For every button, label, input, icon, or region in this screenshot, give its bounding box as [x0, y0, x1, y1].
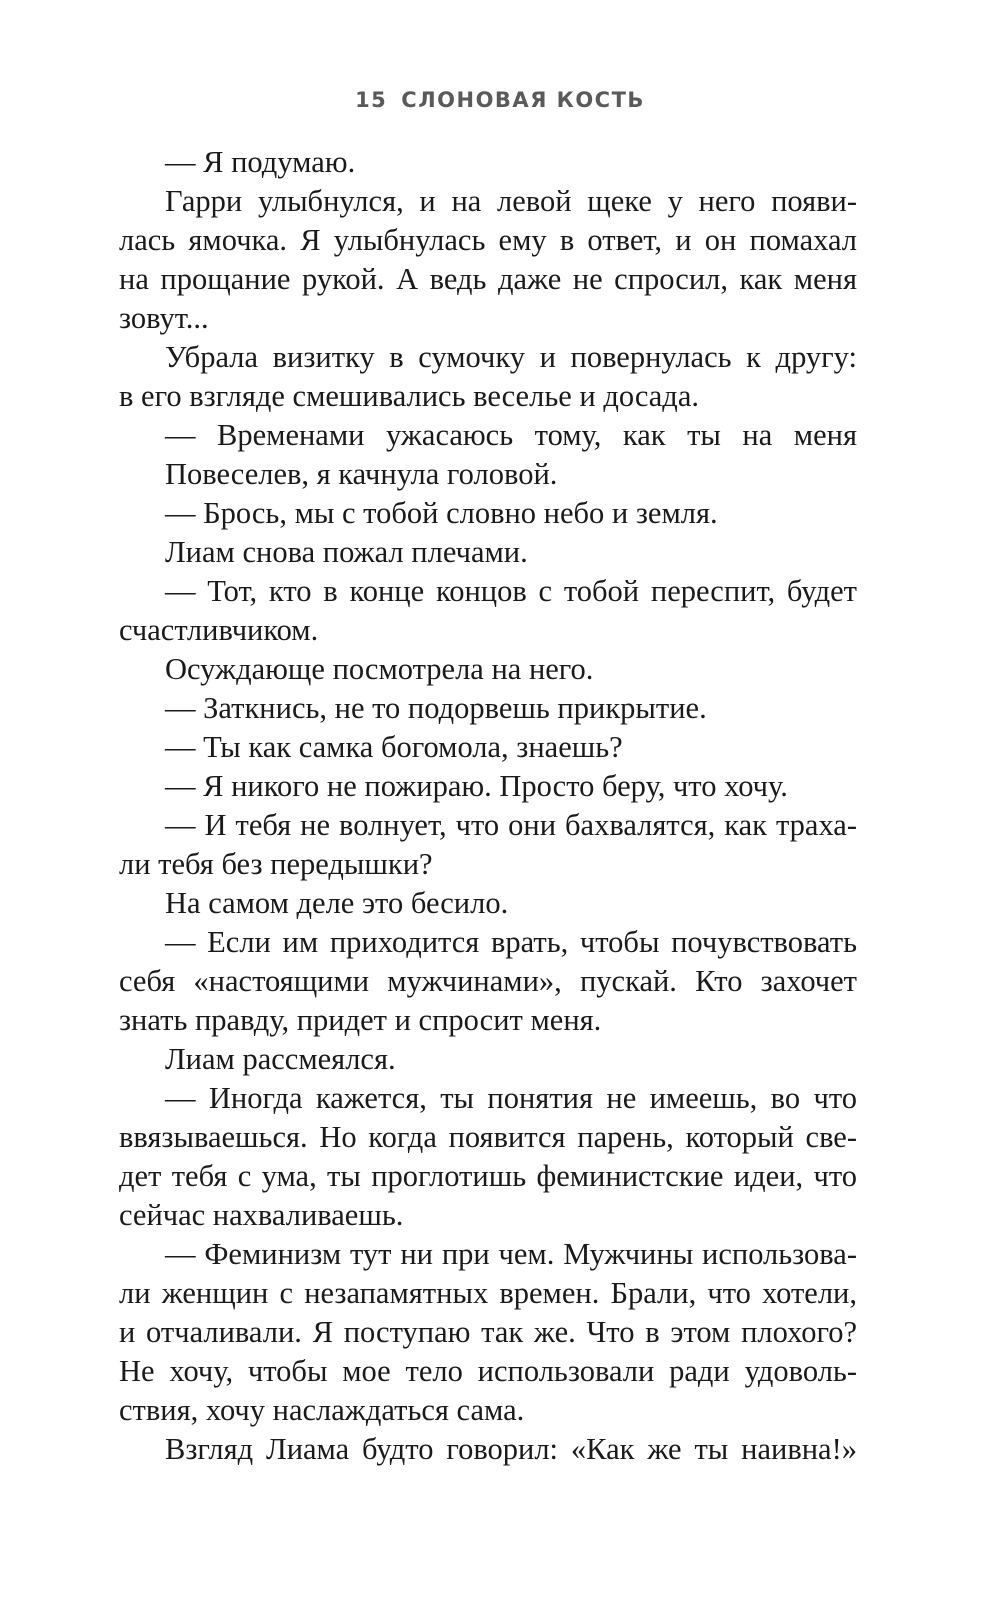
text-line: ли женщин с незапамятных времен. Брали, что хотели, [119, 1276, 857, 1310]
text-line: — Я подумаю. [165, 145, 356, 179]
text-line: — И тебя не волнует, что они бахвалятся, как траха- [165, 808, 857, 842]
text-line: Взгляд Лиама будто говорил: «Как же ты наивна!» [165, 1432, 857, 1466]
text-line: на прощание рукой. А ведь даже не спросил, как меня [119, 262, 857, 296]
text-line: счастливчиком. [119, 613, 319, 647]
text-line: — Ты как самка богомола, знаешь? [165, 730, 623, 764]
text-line: Убрала визитку в сумочку и повернулась к другу: [165, 340, 857, 374]
body-text [119, 143, 857, 1469]
text-line: себя «настоящими мужчинами», пускай. Кто захочет [119, 964, 857, 998]
text-line: сейчас нахваливаешь. [119, 1198, 404, 1232]
text-line: — Заткнись, не то подорвешь прикрытие. [165, 691, 707, 725]
text-line: — Брось, мы с тобой словно небо и земля. [165, 496, 718, 530]
text-line: дет тебя с ума, ты проглотишь феминистские идеи, что [119, 1159, 857, 1193]
text-line: знать правду, придет и спросит меня. [119, 1003, 602, 1037]
text-line: Не хочу, чтобы мое тело использовали ради удоволь- [119, 1354, 857, 1388]
text-line: — Я никого не пожираю. Просто беру, что хочу. [165, 769, 788, 803]
text-line: и отчаливали. Я поступаю так же. Что в этом плохого? [119, 1315, 857, 1349]
text-line: Лиам снова пожал плечами. [165, 535, 528, 569]
page-number: 15 [355, 88, 388, 112]
text-line: — Тот, кто в конце концов с тобой переспит, будет [165, 574, 857, 608]
text-line: Осуждающе посмотрела на него. [165, 652, 594, 686]
text-line: в его взгляде смешивались веселье и досада. [119, 379, 699, 413]
text-line: Повеселев, я качнула головой. [165, 457, 558, 491]
text-line: ли тебя без передышки? [119, 847, 433, 881]
running-header [0, 88, 1000, 112]
text-line: — Временами ужасаюсь тому, как ты на меня [165, 418, 857, 452]
text-line: — Если им приходится врать, чтобы почувствовать [165, 925, 857, 959]
text-line: На самом деле это бесило. [165, 886, 509, 920]
text-line: ствия, хочу наслаждаться сама. [119, 1393, 525, 1427]
text-line: ввязываешься. Но когда появится парень, который све- [119, 1120, 857, 1154]
text-line: зовут... [119, 301, 209, 335]
chapter-title: СЛОНОВАЯ КОСТЬ [401, 88, 645, 112]
text-line: Лиам рассмеялся. [165, 1042, 396, 1076]
text-line: Гарри улыбнулся, и на левой щеке у него появи- [165, 184, 857, 218]
text-line: лась ямочка. Я улыбнулась ему в ответ, и он помахал [119, 223, 857, 257]
text-line: — Иногда кажется, ты понятия не имеешь, во что [165, 1081, 857, 1115]
text-line: — Феминизм тут ни при чем. Мужчины использова- [165, 1237, 857, 1271]
